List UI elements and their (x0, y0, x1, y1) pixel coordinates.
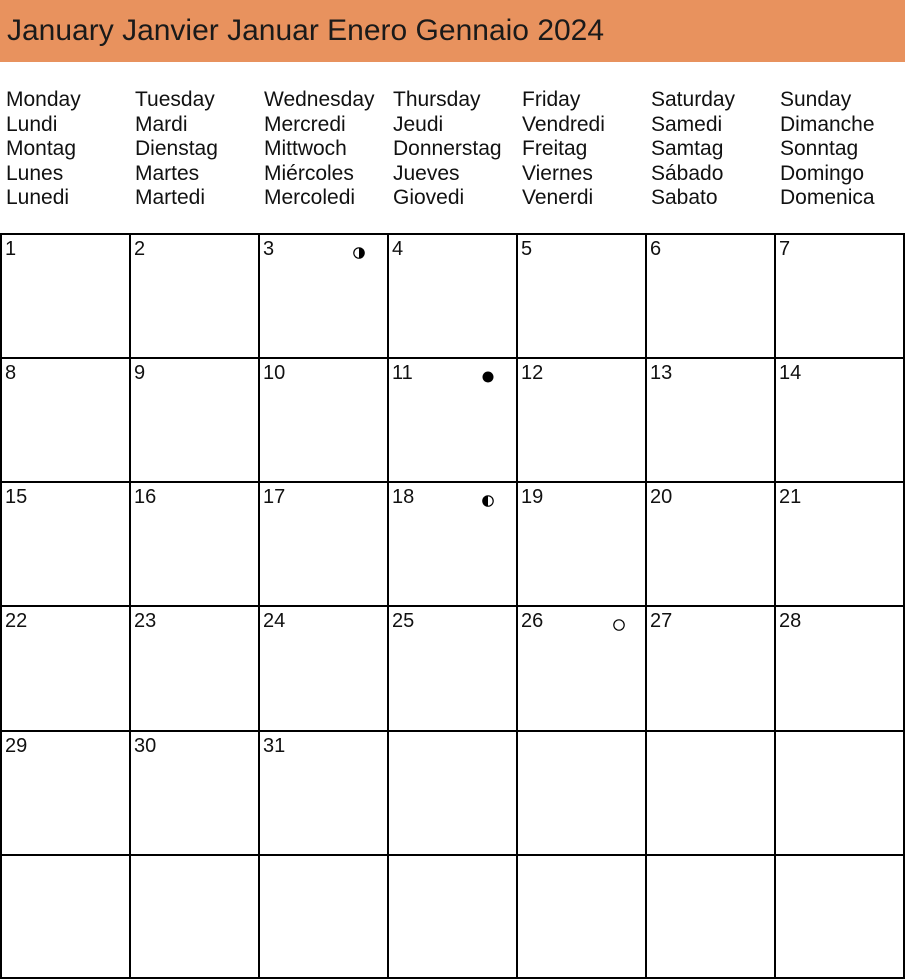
day-number: 8 (5, 362, 17, 384)
weekday-name-french: Dimanche (780, 112, 875, 136)
day-cell[interactable] (645, 854, 774, 978)
new-moon-icon (482, 370, 494, 382)
weekday-column-tuesday (135, 88, 264, 211)
day-number: 4 (392, 238, 404, 260)
weekday-name-italian: Lunedi (6, 186, 70, 210)
day-cell[interactable] (645, 233, 774, 357)
day-number: 18 (392, 486, 415, 508)
day-cell[interactable] (258, 481, 387, 605)
weekday-name-spanish: Domingo (780, 161, 865, 185)
title-bar (0, 0, 905, 62)
day-number: 11 (392, 362, 413, 384)
weekday-name-french: Mercredi (264, 112, 346, 136)
day-number: 3 (263, 238, 275, 260)
day-cell[interactable] (0, 605, 129, 730)
day-cell[interactable] (258, 730, 387, 854)
day-number: 14 (779, 362, 802, 384)
grid-column-divider (387, 233, 389, 979)
weekday-name-english: Sunday (780, 88, 852, 111)
weekday-name-italian: Mercoledi (264, 186, 356, 210)
weekday-name-spanish: Lunes (6, 161, 64, 185)
weekday-name-german: Freitag (522, 137, 588, 161)
day-cell[interactable] (774, 854, 903, 978)
grid-column-divider (258, 233, 260, 979)
day-cell[interactable] (258, 605, 387, 730)
weekday-name-german: Sonntag (780, 137, 859, 161)
weekday-name-english: Thursday (393, 88, 481, 111)
day-cell[interactable] (387, 730, 516, 854)
weekday-headers (0, 88, 905, 218)
weekday-name-english: Wednesday (264, 88, 375, 111)
weekday-name-spanish: Miércoles (264, 161, 354, 185)
weekday-name-german: Dienstag (135, 137, 218, 161)
day-number: 31 (263, 735, 286, 757)
weekday-name-spanish: Jueves (393, 161, 460, 185)
first-quarter-moon-icon (482, 494, 494, 506)
day-cell[interactable] (129, 854, 258, 978)
weekday-name-french: Jeudi (393, 112, 444, 136)
day-cell[interactable] (387, 481, 516, 605)
day-cell[interactable] (129, 605, 258, 730)
weekday-name-italian: Martedi (135, 186, 206, 210)
weekday-name-english: Monday (6, 88, 81, 111)
day-cell[interactable] (129, 481, 258, 605)
grid-row-divider (0, 977, 905, 979)
calendar-grid (0, 233, 905, 979)
day-number: 9 (134, 362, 146, 384)
day-number: 15 (5, 486, 28, 508)
weekday-name-german: Montag (6, 137, 77, 161)
day-cell[interactable] (258, 854, 387, 978)
grid-row-divider (0, 605, 905, 607)
weekday-name-french: Mardi (135, 112, 188, 136)
weekday-name-italian: Giovedi (393, 186, 465, 210)
weekday-name-spanish: Martes (135, 161, 200, 185)
weekday-name-english: Friday (522, 88, 581, 111)
grid-row-divider (0, 481, 905, 483)
weekday-name-spanish: Viernes (522, 161, 593, 185)
day-cell[interactable] (387, 357, 516, 481)
grid-column-divider (0, 233, 2, 979)
day-cell[interactable] (774, 357, 903, 481)
weekday-name-english: Tuesday (135, 88, 215, 111)
last-quarter-moon-icon (353, 246, 365, 258)
day-number: 30 (134, 735, 157, 757)
day-cell[interactable] (774, 233, 903, 357)
day-number: 10 (263, 362, 286, 384)
day-cell[interactable] (129, 730, 258, 854)
day-cell[interactable] (387, 854, 516, 978)
day-number: 1 (5, 238, 17, 260)
day-cell[interactable] (645, 357, 774, 481)
day-number: 23 (134, 610, 157, 632)
weekday-column-monday (6, 88, 135, 211)
weekday-name-german: Samtag (651, 137, 724, 161)
day-cell[interactable] (516, 357, 645, 481)
grid-row-divider (0, 730, 905, 732)
weekday-name-french: Lundi (6, 112, 58, 136)
weekday-column-thursday (393, 88, 522, 211)
day-number: 29 (5, 735, 28, 757)
grid-column-divider (129, 233, 131, 979)
weekday-column-wednesday (264, 88, 393, 211)
day-number: 26 (521, 610, 544, 632)
day-number: 2 (134, 238, 146, 260)
weekday-name-italian: Sabato (651, 186, 718, 210)
grid-column-divider (516, 233, 518, 979)
weekday-column-saturday (651, 88, 780, 211)
day-number: 19 (521, 486, 544, 508)
day-cell[interactable] (645, 481, 774, 605)
day-cell[interactable] (645, 605, 774, 730)
day-cell[interactable] (516, 854, 645, 978)
day-number: 5 (521, 238, 533, 260)
day-cell[interactable] (387, 233, 516, 357)
day-cell[interactable] (774, 481, 903, 605)
grid-column-divider (645, 233, 647, 979)
day-number: 24 (263, 610, 286, 632)
grid-row-divider (0, 357, 905, 359)
full-moon-icon (613, 618, 625, 630)
day-number: 6 (650, 238, 662, 260)
day-cell[interactable] (516, 730, 645, 854)
weekday-name-french: Vendredi (522, 112, 605, 136)
day-number: 17 (263, 486, 286, 508)
day-cell[interactable] (0, 233, 129, 357)
day-number: 20 (650, 486, 673, 508)
grid-column-divider (774, 233, 776, 979)
weekday-name-italian: Domenica (780, 186, 875, 210)
day-cell[interactable] (258, 233, 387, 357)
day-number: 28 (779, 610, 802, 632)
weekday-name-german: Mittwoch (264, 137, 347, 161)
day-cell[interactable] (516, 233, 645, 357)
grid-row-divider (0, 233, 905, 235)
weekday-column-sunday (780, 88, 905, 211)
day-number: 16 (134, 486, 157, 508)
day-cell[interactable] (774, 730, 903, 854)
weekday-name-german: Donnerstag (393, 137, 502, 161)
day-cell[interactable] (516, 481, 645, 605)
day-cell[interactable] (129, 357, 258, 481)
day-cell[interactable] (0, 730, 129, 854)
day-cell[interactable] (258, 357, 387, 481)
day-number: 25 (392, 610, 415, 632)
grid-row-divider (0, 854, 905, 856)
day-number: 27 (650, 610, 673, 632)
day-number: 21 (779, 486, 802, 508)
day-number: 7 (779, 238, 791, 260)
day-cell[interactable] (387, 605, 516, 730)
weekday-name-spanish: Sábado (651, 161, 724, 185)
weekday-column-friday (522, 88, 651, 211)
weekday-name-english: Saturday (651, 88, 736, 111)
day-cell[interactable] (0, 357, 129, 481)
day-cell[interactable] (0, 854, 129, 978)
weekday-name-french: Samedi (651, 112, 723, 136)
day-cell[interactable] (129, 233, 258, 357)
weekday-name-italian: Venerdi (522, 186, 594, 210)
day-number: 22 (5, 610, 28, 632)
day-cell[interactable] (645, 730, 774, 854)
day-cell[interactable] (516, 605, 645, 730)
day-number: 13 (650, 362, 673, 384)
day-cell[interactable] (0, 481, 129, 605)
calendar-title: January Janvier Januar Enero Gennaio 2024 (7, 14, 605, 47)
day-cell[interactable] (774, 605, 903, 730)
day-number: 12 (521, 362, 544, 384)
